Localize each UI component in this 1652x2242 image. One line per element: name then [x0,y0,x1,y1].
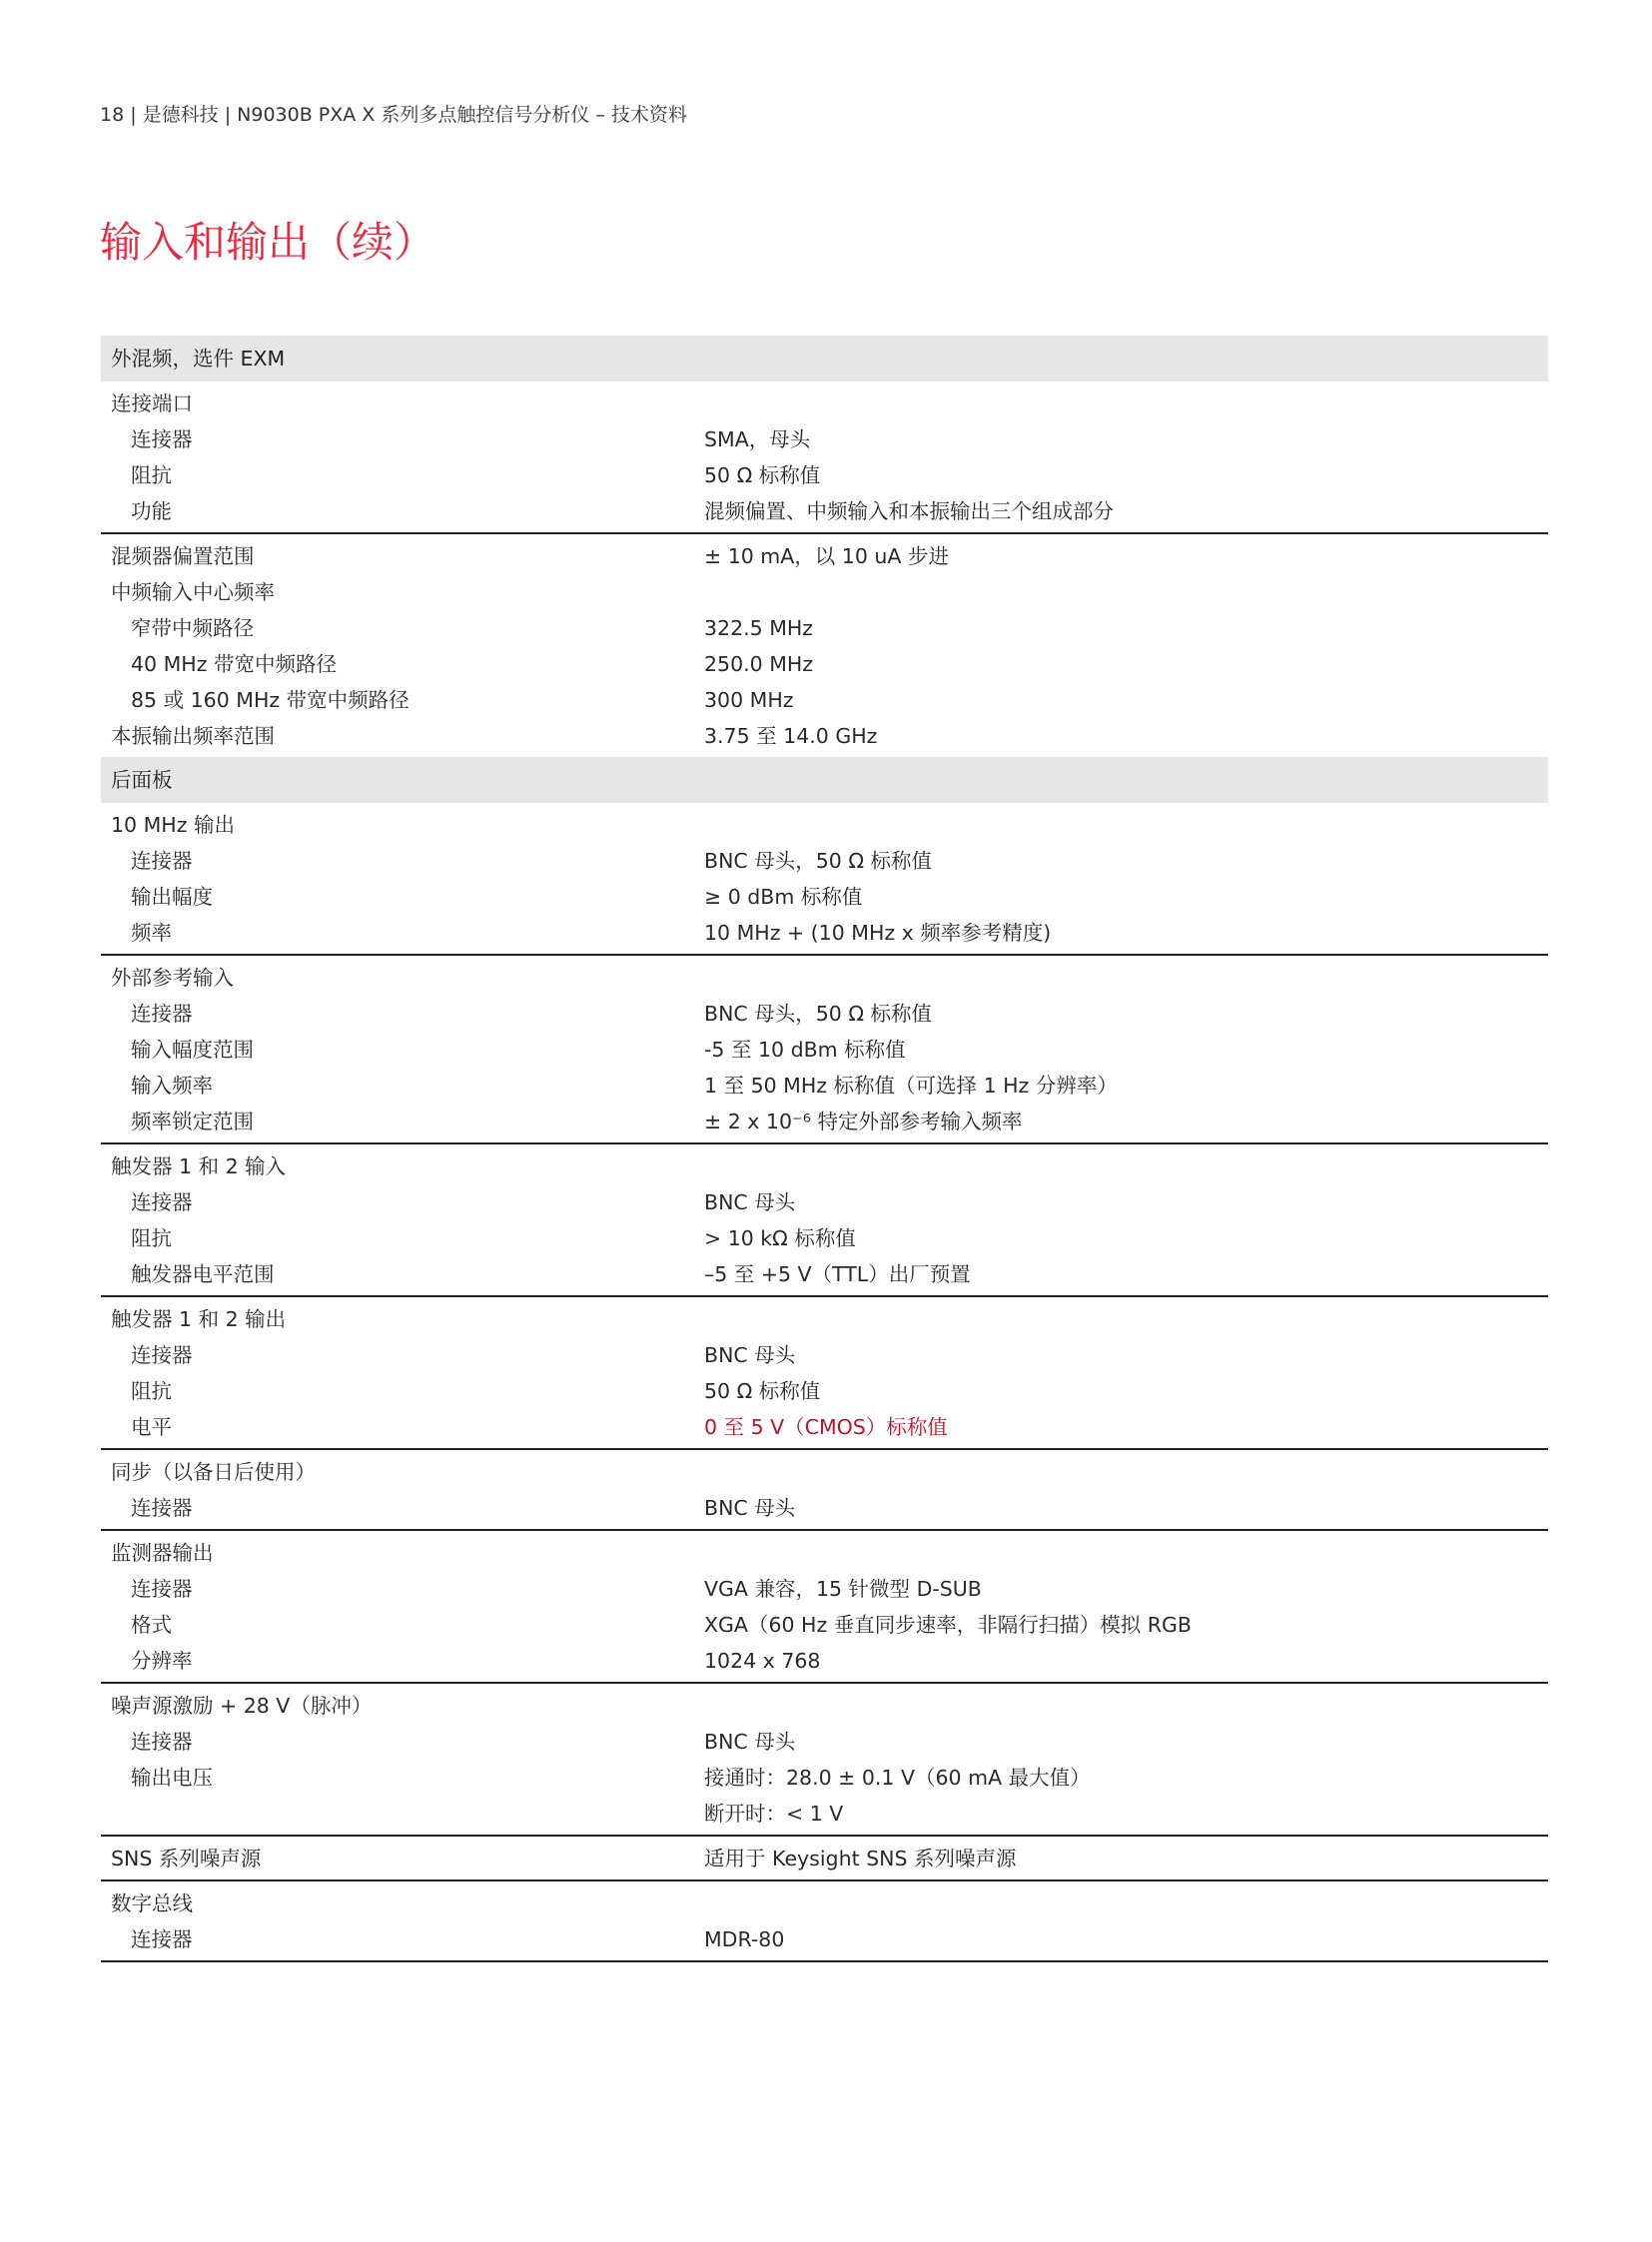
spec-row [101,1301,1548,1337]
spec-label: 功能 [131,499,172,523]
spec-row [101,1256,1548,1292]
spec-value: ± 10 mA，以 10 uA 步进 [704,544,949,568]
spec-value: BNC 母头 [704,1190,796,1214]
spec-label: 混频器偏置范围 [111,544,255,568]
spec-row [101,682,1548,718]
spec-row [101,996,1548,1032]
spec-value: BNC 母头 [704,1730,796,1754]
spec-row [101,538,1548,574]
spec-label: 连接端口 [111,391,193,415]
spec-row [101,1184,1548,1220]
spec-label: 外部参考输入 [111,966,234,990]
spec-label: 输出幅度 [131,885,213,909]
section-header: 外混频，选件 EXM [101,336,1548,381]
spec-row [101,1104,1548,1139]
spec-row [101,1032,1548,1068]
spec-label: 噪声源激励 + 28 V（脉冲） [111,1694,373,1718]
spec-label [101,1796,704,1832]
spec-label: 阻抗 [131,1226,172,1250]
spec-group [101,538,1548,754]
spec-label: 监测器输出 [111,1541,214,1565]
spec-row [101,1760,1548,1796]
spec-label: 连接器 [131,1496,193,1520]
spec-row [101,1454,1548,1490]
spec-label: 连接器 [131,1927,193,1951]
spec-group [101,960,1548,1144]
spec-row [101,915,1548,951]
spec-table [101,336,1548,1962]
spec-row [101,493,1548,529]
spec-row [101,421,1548,457]
spec-row [101,1220,1548,1256]
spec-label: 阻抗 [131,1379,172,1403]
spec-value: BNC 母头，50 Ω 标称值 [704,849,933,873]
spec-group [101,1148,1548,1297]
spec-row [101,1841,1548,1876]
spec-value: 3.75 至 14.0 GHz [704,724,878,748]
spec-row [101,1796,1548,1832]
spec-value: ≥ 0 dBm 标称值 [704,885,863,909]
spec-row [101,1535,1548,1571]
spec-row [101,1373,1548,1409]
spec-row [101,1490,1548,1526]
spec-value: 断开时：< 1 V [704,1802,844,1826]
spec-value [704,1535,1548,1571]
spec-row [101,1068,1548,1104]
spec-row [101,385,1548,421]
spec-row [101,646,1548,682]
spec-label: 触发器电平范围 [131,1262,275,1286]
spec-value: 适用于 Keysight SNS 系列噪声源 [704,1847,1017,1870]
spec-label: 输入频率 [131,1074,213,1098]
spec-label: 中频输入中心频率 [111,580,275,604]
section-header: 后面板 [101,757,1548,803]
spec-label: 连接器 [131,427,193,451]
spec-label: 输入幅度范围 [131,1038,254,1062]
spec-value: 322.5 MHz [704,616,814,640]
page-header: 18 | 是德科技 | N9030B PXA X 系列多点触控信号分析仪 – 技术资料 [100,104,687,126]
spec-group [101,1841,1548,1881]
spec-group [101,1301,1548,1450]
spec-row [101,1409,1548,1445]
spec-value [704,1148,1548,1184]
spec-group [101,1535,1548,1684]
spec-label: 频率锁定范围 [131,1110,254,1133]
spec-row [101,1337,1548,1373]
spec-label: 本振输出频率范围 [111,724,275,748]
spec-value: 50 Ω 标称值 [704,1379,821,1403]
spec-group [101,1688,1548,1837]
spec-label: 连接器 [131,1343,193,1367]
spec-group [101,807,1548,956]
spec-label: 10 MHz 输出 [111,813,235,837]
spec-row [101,1643,1548,1679]
spec-value: XGA（60 Hz 垂直同步速率，非隔行扫描）模拟 RGB [704,1613,1192,1637]
spec-label: 同步（以备日后使用） [111,1460,316,1484]
spec-value: –5 至 +5 V（TTL）出厂预置 [704,1262,971,1286]
spec-row [101,1148,1548,1184]
spec-value: 50 Ω 标称值 [704,463,821,487]
spec-label: 40 MHz 带宽中频路径 [131,652,337,676]
spec-row [101,960,1548,996]
spec-value [704,385,1548,421]
spec-value [704,1885,1548,1921]
spec-value: > 10 kΩ 标称值 [704,1226,856,1250]
spec-label: 85 或 160 MHz 带宽中频路径 [131,688,410,712]
spec-value [704,1301,1548,1337]
spec-value: 1024 x 768 [704,1649,821,1673]
spec-group [101,1454,1548,1531]
spec-value [704,960,1548,996]
spec-row [101,1885,1548,1921]
spec-value: BNC 母头 [704,1496,796,1520]
spec-value: BNC 母头 [704,1343,796,1367]
spec-row [101,574,1548,610]
spec-label: 触发器 1 和 2 输入 [111,1154,287,1178]
spec-label: 数字总线 [111,1891,193,1915]
spec-value: 混频偏置、中频输入和本振输出三个组成部分 [704,499,1114,523]
spec-row [101,1921,1548,1957]
spec-value: 0 至 5 V（CMOS）标称值 [704,1415,948,1439]
spec-label: 连接器 [131,1002,193,1026]
spec-value: -5 至 10 dBm 标称值 [704,1038,906,1062]
spec-value: VGA 兼容，15 针微型 D-SUB [704,1577,982,1601]
spec-value: 1 至 50 MHz 标称值（可选择 1 Hz 分辨率） [704,1074,1118,1098]
spec-row [101,807,1548,843]
spec-label: 频率 [131,921,172,945]
spec-group [101,385,1548,534]
spec-label: 连接器 [131,849,193,873]
spec-value: ± 2 x 10⁻⁶ 特定外部参考输入频率 [704,1110,1023,1133]
spec-label: 窄带中频路径 [131,616,254,640]
spec-row [101,718,1548,754]
spec-row [101,1571,1548,1607]
spec-label: 连接器 [131,1190,193,1214]
spec-label: 触发器 1 和 2 输出 [111,1307,287,1331]
spec-value: 接通时：28.0 ± 0.1 V（60 mA 最大值） [704,1766,1091,1790]
spec-label: SNS 系列噪声源 [111,1847,262,1870]
spec-value [704,574,1548,610]
spec-value: 10 MHz + (10 MHz x 频率参考精度) [704,921,1052,945]
spec-value [704,1688,1548,1724]
spec-value: SMA，母头 [704,427,811,451]
spec-label: 格式 [131,1613,172,1637]
spec-row [101,879,1548,915]
spec-label: 连接器 [131,1577,193,1601]
page-title: 输入和输出（续） [100,218,436,267]
spec-label: 分辨率 [131,1649,193,1673]
spec-group [101,1885,1548,1962]
spec-value: MDR-80 [704,1927,785,1951]
spec-label: 电平 [131,1415,172,1439]
spec-value: 250.0 MHz [704,652,814,676]
spec-row [101,1688,1548,1724]
spec-row [101,1724,1548,1760]
spec-value [704,807,1548,843]
spec-label: 阻抗 [131,463,172,487]
spec-label: 输出电压 [131,1766,213,1790]
spec-row [101,843,1548,879]
spec-value: 300 MHz [704,688,794,712]
spec-value: BNC 母头，50 Ω 标称值 [704,1002,933,1026]
spec-row [101,457,1548,493]
spec-row [101,1607,1548,1643]
spec-row [101,610,1548,646]
spec-label: 连接器 [131,1730,193,1754]
spec-value [704,1454,1548,1490]
